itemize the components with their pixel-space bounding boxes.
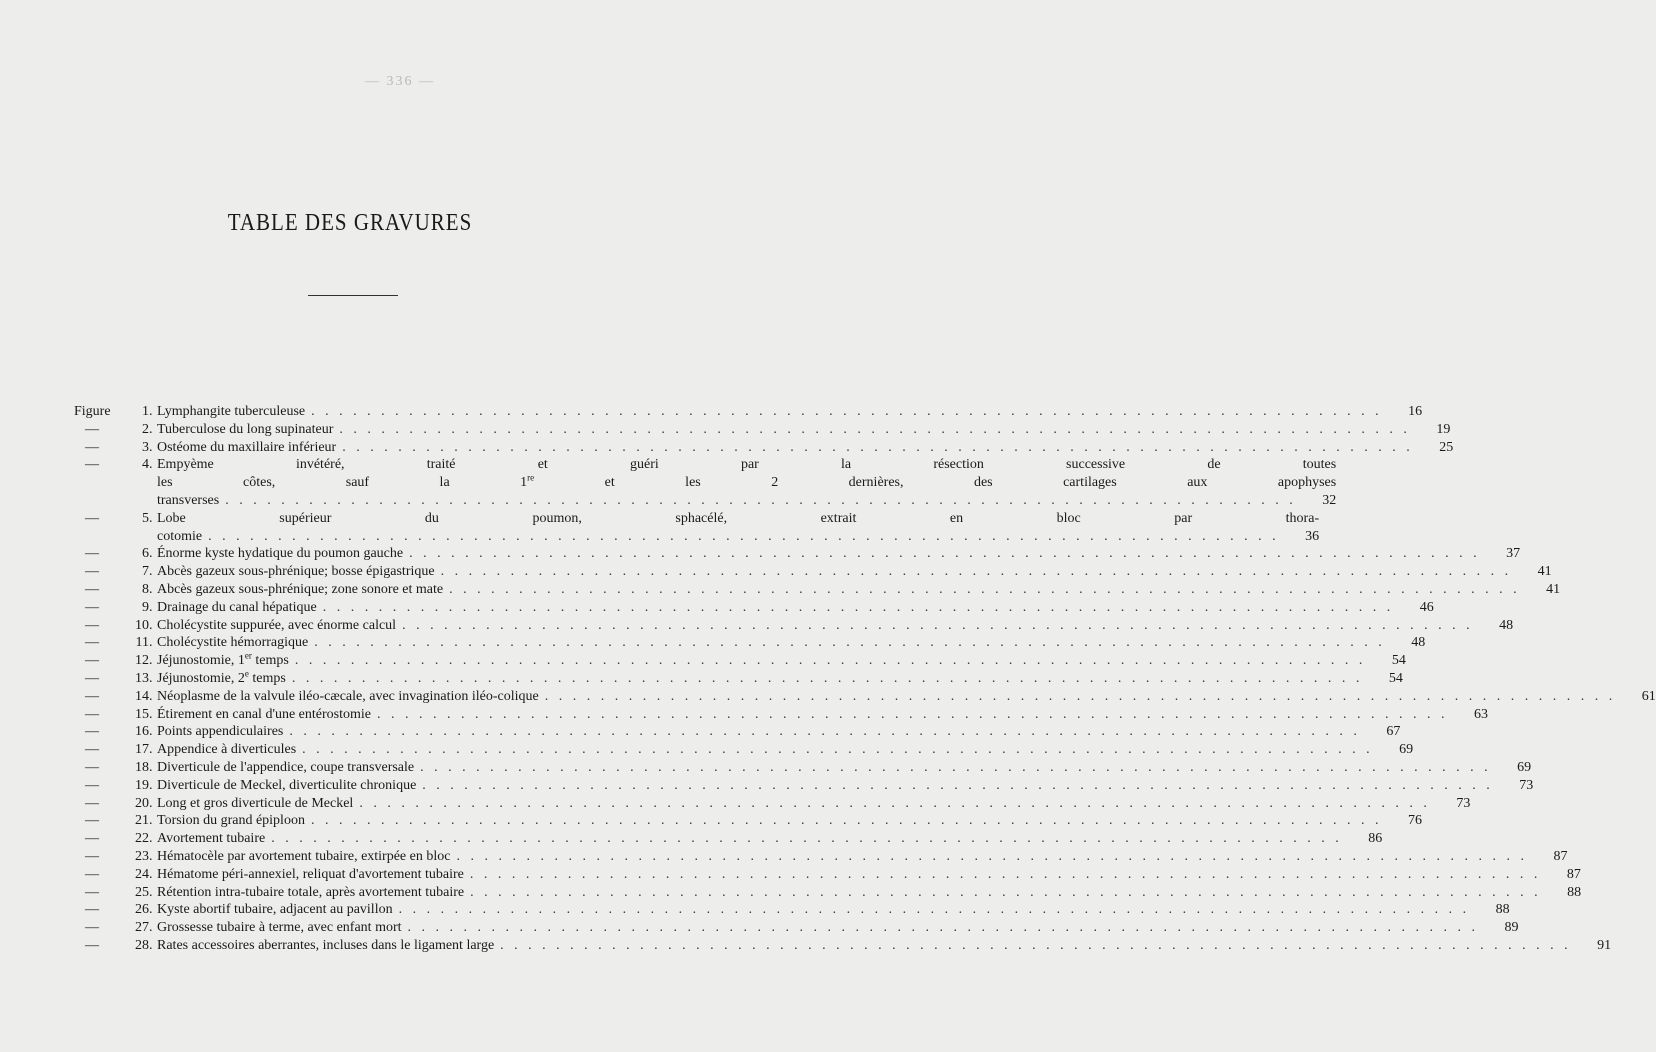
figure-caption <box>157 563 1552 581</box>
toc-entry <box>74 563 1552 581</box>
leader-dots <box>323 599 1394 617</box>
toc-entry <box>74 599 1434 617</box>
figure-label: Figure <box>74 404 111 419</box>
number-separator: . <box>149 599 153 615</box>
number-separator: . <box>149 920 153 936</box>
toc-entry <box>74 403 1423 421</box>
caption-line <box>157 723 1400 741</box>
figure-number: 12 <box>135 653 149 669</box>
number-separator: . <box>149 706 153 722</box>
figure-number: 1 <box>142 404 149 419</box>
number-separator: . <box>149 884 153 900</box>
caption-line: Lobe supérieur du poumon, sphacélé, extrait en bloc par thora- <box>157 510 1320 526</box>
leader-dots <box>302 741 1373 759</box>
figure-caption <box>157 777 1533 795</box>
page-number: 88 <box>1495 902 1510 918</box>
figure-number: 17 <box>135 742 149 758</box>
page-number: 19 <box>1436 421 1451 437</box>
caption-text: Rates accessoires aberrantes, incluses dans le ligament large <box>157 937 495 953</box>
leader-dots <box>545 688 1616 706</box>
page-number: 69 <box>1517 759 1532 775</box>
leader-dots <box>470 884 1541 902</box>
ditto-dash: — <box>85 902 99 918</box>
figure-caption <box>157 759 1531 777</box>
caption-line <box>157 848 1567 866</box>
figure-caption <box>157 456 1336 509</box>
page-number: 67 <box>1386 724 1401 740</box>
ditto-dash: — <box>85 884 99 900</box>
toc-entry <box>74 581 1561 599</box>
caption-text: Néoplasme de la valvule iléo-cæcale, avec invagination iléo-colique <box>157 688 539 704</box>
leader-dots <box>311 403 1382 421</box>
caption-line <box>157 670 1403 688</box>
leader-dots <box>402 617 1473 635</box>
caption-line <box>157 563 1552 581</box>
figure-caption <box>157 741 1413 759</box>
page-number: 87 <box>1566 866 1581 882</box>
caption-text: Avortement tubaire <box>157 831 266 847</box>
running-head: — 336 — <box>365 74 435 89</box>
toc-entry <box>74 795 1471 813</box>
figure-caption <box>157 706 1488 724</box>
caption-line <box>157 528 1319 546</box>
toc-entry <box>74 706 1488 724</box>
figure-number: 13 <box>135 670 149 686</box>
caption-text: Jéjunostomie, 1er temps <box>157 650 289 669</box>
number-separator: . <box>149 724 153 740</box>
page-number: 32 <box>1322 492 1337 508</box>
caption-text: Ostéome du maxillaire inférieur <box>157 439 337 455</box>
page-number: 87 <box>1553 848 1568 864</box>
ditto-dash: — <box>85 848 99 864</box>
caption-text: Rétention intra-tubaire totale, après avortement tubaire <box>157 884 465 900</box>
number-separator: . <box>149 635 153 651</box>
leader-dots <box>339 421 1410 439</box>
caption-line <box>157 403 1422 421</box>
ditto-dash: — <box>85 421 99 437</box>
caption-text: Appendice à diverticules <box>157 742 297 758</box>
caption-line <box>157 795 1470 813</box>
caption-text: Cholécystite suppurée, avec énorme calcul <box>157 617 397 633</box>
figure-caption <box>157 421 1450 439</box>
ditto-dash: — <box>85 688 99 704</box>
page-number: 46 <box>1419 599 1434 615</box>
page-title: TABLE DES GRAVURES <box>227 208 473 236</box>
caption-line <box>157 634 1425 652</box>
page-number: 37 <box>1506 546 1521 562</box>
caption-text: Lymphangite tuberculeuse <box>157 404 306 419</box>
caption-line <box>157 688 1656 706</box>
caption-text: Points appendiculaires <box>157 724 284 740</box>
caption-line: Empyème invétéré, traité et guéri par la résection successive de toutes <box>157 457 1337 473</box>
ditto-dash: — <box>85 937 99 953</box>
toc-entry <box>74 812 1422 830</box>
number-separator: . <box>149 457 153 473</box>
leader-dots <box>311 812 1382 830</box>
leader-dots <box>295 652 1366 670</box>
ditto-dash: — <box>85 831 99 847</box>
figure-number: 15 <box>135 706 149 722</box>
caption-line: les côtes, sauf la 1re et les 2 dernières, des cartilages aux apophyses <box>157 472 1337 491</box>
caption-line <box>157 706 1488 724</box>
ditto-dash: — <box>85 599 99 615</box>
figure-caption <box>157 403 1422 421</box>
caption-line <box>157 599 1434 617</box>
leader-dots <box>208 528 1279 546</box>
figure-number: 6 <box>142 546 149 562</box>
caption-text: cotomie <box>157 528 203 544</box>
leader-dots <box>292 670 1363 688</box>
ditto-dash: — <box>85 581 99 597</box>
ditto-dash: — <box>85 795 99 811</box>
number-separator: . <box>149 564 153 580</box>
caption-line <box>157 439 1453 457</box>
caption-line <box>157 545 1520 563</box>
leader-dots <box>441 563 1512 581</box>
figure-caption <box>157 812 1422 830</box>
caption-text: Étirement en canal d'une entérostomie <box>157 706 371 722</box>
page-number: 54 <box>1388 670 1403 686</box>
ditto-dash: — <box>85 564 99 580</box>
ditto-dash: — <box>85 546 99 562</box>
number-separator: . <box>149 510 153 526</box>
ditto-dash: — <box>85 635 99 651</box>
caption-text: Diverticule de Meckel, diverticulite chronique <box>157 777 417 793</box>
number-separator: . <box>149 617 153 633</box>
figure-number: 26 <box>135 902 149 918</box>
caption-text: Torsion du grand épiploon <box>157 813 305 829</box>
toc-entry <box>74 848 1568 866</box>
number-separator: . <box>149 937 153 953</box>
leader-dots <box>359 795 1430 813</box>
caption-text: Grossesse tubaire à terme, avec enfant mort <box>157 920 402 936</box>
figure-number: 20 <box>135 795 149 811</box>
toc-entry <box>74 439 1454 457</box>
figure-number: 25 <box>135 884 149 900</box>
page-number: 61 <box>1641 688 1656 704</box>
figure-number: 28 <box>135 937 149 953</box>
page-number: 86 <box>1368 831 1383 847</box>
page-number: 16 <box>1408 404 1423 419</box>
figure-caption <box>157 581 1560 599</box>
figure-caption <box>157 652 1406 670</box>
leader-dots <box>500 937 1571 955</box>
figure-caption <box>157 937 1611 955</box>
caption-line <box>157 759 1531 777</box>
figure-number: 21 <box>135 813 149 829</box>
ditto-dash: — <box>85 457 99 473</box>
caption-line <box>157 741 1413 759</box>
page-number: 48 <box>1411 635 1426 651</box>
figure-caption <box>157 599 1434 617</box>
leader-dots <box>408 919 1479 937</box>
figure-number: 5 <box>142 510 149 526</box>
page-number: 48 <box>1499 617 1514 633</box>
page-number: 25 <box>1439 439 1454 455</box>
toc-entry <box>74 830 1383 848</box>
figure-caption <box>157 884 1581 902</box>
ditto-dash: — <box>85 742 99 758</box>
caption-line <box>157 492 1336 510</box>
page-number: 63 <box>1474 706 1488 722</box>
number-separator: . <box>149 777 153 793</box>
table-of-figures <box>74 403 1656 955</box>
figure-number: 16 <box>135 724 149 740</box>
number-separator: . <box>149 421 153 437</box>
caption-text: Tuberculose du long supinateur <box>157 421 334 437</box>
leader-dots <box>314 634 1385 652</box>
caption-line <box>157 884 1581 902</box>
figure-caption <box>157 545 1520 563</box>
number-separator: . <box>149 759 153 775</box>
ditto-dash: — <box>85 920 99 936</box>
figure-number: 27 <box>135 920 149 936</box>
caption-text: Long et gros diverticule de Meckel <box>157 795 354 811</box>
toc-entry <box>74 668 1403 688</box>
leader-dots <box>342 439 1413 457</box>
figure-number: 14 <box>135 688 149 704</box>
leader-dots <box>449 581 1520 599</box>
page-number: 41 <box>1546 581 1561 597</box>
figure-number: 18 <box>135 759 149 775</box>
toc-entry <box>74 545 1521 563</box>
caption-text: transverses <box>157 492 220 508</box>
figure-number: 9 <box>142 599 149 615</box>
toc-entry <box>74 421 1451 439</box>
number-separator: . <box>149 866 153 882</box>
figure-number: 10 <box>135 617 149 633</box>
caption-text: Jéjunostomie, 2e temps <box>157 668 286 686</box>
toc-entry <box>74 901 1510 919</box>
ditto-dash: — <box>85 653 99 669</box>
number-separator: . <box>149 546 153 562</box>
caption-text: Cholécystite hémorragique <box>157 635 309 651</box>
page-number: 41 <box>1537 564 1552 580</box>
toc-entry <box>74 919 1519 937</box>
ditto-dash: — <box>85 759 99 775</box>
caption-line <box>157 919 1519 937</box>
number-separator: . <box>149 581 153 597</box>
caption-text: Drainage du canal hépatique <box>157 599 317 615</box>
figure-number: 11 <box>135 635 149 651</box>
page-number: 88 <box>1567 884 1582 900</box>
caption-text: Hématome péri-annexiel, reliquat d'avortement tubaire <box>157 866 464 882</box>
figure-number: 23 <box>135 848 149 864</box>
ditto-dash: — <box>85 777 99 793</box>
number-separator: . <box>149 848 153 864</box>
leader-dots <box>377 706 1448 724</box>
leader-dots <box>409 545 1480 563</box>
number-separator: . <box>149 670 153 686</box>
caption-line <box>157 830 1382 848</box>
figure-number: 8 <box>142 581 149 597</box>
figure-caption <box>157 848 1567 866</box>
number-separator: . <box>149 653 153 669</box>
caption-line <box>157 901 1510 919</box>
caption-line <box>157 812 1422 830</box>
figure-caption <box>157 723 1400 741</box>
leader-dots <box>470 866 1541 884</box>
leader-dots <box>456 848 1527 866</box>
number-separator: . <box>149 688 153 704</box>
figure-caption <box>157 634 1425 652</box>
figure-caption <box>157 830 1382 848</box>
toc-entry <box>74 777 1534 795</box>
caption-text: Abcès gazeux sous-phrénique; zone sonore et mate <box>157 581 444 597</box>
page-number: 36 <box>1305 528 1320 544</box>
figure-number: 2 <box>142 421 149 437</box>
caption-text: Kyste abortif tubaire, adjacent au pavillon <box>157 902 393 918</box>
ditto-dash: — <box>85 866 99 882</box>
toc-entry <box>74 456 1337 509</box>
caption-line <box>157 581 1560 599</box>
caption-line <box>157 652 1406 670</box>
toc-entry <box>74 884 1582 902</box>
figure-number: 22 <box>135 831 149 847</box>
figure-caption <box>157 795 1470 813</box>
leader-dots <box>399 901 1470 919</box>
leader-dots <box>289 723 1360 741</box>
toc-entry <box>74 866 1581 884</box>
figure-caption <box>157 919 1519 937</box>
leader-dots <box>420 759 1491 777</box>
number-separator: . <box>149 742 153 758</box>
caption-text: Abcès gazeux sous-phrénique; bosse épigastrique <box>157 564 435 580</box>
ditto-dash: — <box>85 617 99 633</box>
number-separator: . <box>149 831 153 847</box>
caption-line <box>157 937 1611 955</box>
page-number: 54 <box>1391 653 1406 669</box>
toc-entry <box>74 510 1320 546</box>
toc-entry <box>74 723 1401 741</box>
toc-entry <box>74 741 1414 759</box>
toc-entry <box>74 759 1532 777</box>
leader-dots <box>271 830 1342 848</box>
figure-caption <box>157 866 1581 884</box>
figure-caption <box>157 688 1656 706</box>
caption-text: Hématocèle par avortement tubaire, extirpée en bloc <box>157 848 451 864</box>
toc-entry <box>74 617 1514 635</box>
toc-entry <box>74 688 1656 706</box>
page-number: 69 <box>1399 742 1414 758</box>
leader-dots <box>225 492 1296 510</box>
figure-number: 19 <box>135 777 149 793</box>
page-number: 73 <box>1519 777 1534 793</box>
toc-entry <box>74 650 1406 670</box>
caption-line <box>157 866 1581 884</box>
caption-line <box>157 617 1513 635</box>
figure-number: 24 <box>135 866 149 882</box>
number-separator: . <box>149 439 153 455</box>
caption-line <box>157 421 1450 439</box>
title-rule <box>308 295 398 296</box>
figure-caption <box>157 439 1453 457</box>
page-number: 91 <box>1597 937 1612 953</box>
number-separator: . <box>149 404 153 419</box>
caption-text: Diverticule de l'appendice, coupe transversale <box>157 759 415 775</box>
ditto-dash: — <box>85 813 99 829</box>
page-number: 76 <box>1407 813 1422 829</box>
figure-number: 3 <box>142 439 149 455</box>
ditto-dash: — <box>85 439 99 455</box>
figure-number: 7 <box>142 564 149 580</box>
leader-dots <box>422 777 1493 795</box>
ditto-dash: — <box>85 724 99 740</box>
figure-caption <box>157 617 1513 635</box>
number-separator: . <box>149 902 153 918</box>
ditto-dash: — <box>85 706 99 722</box>
page-number: 73 <box>1456 795 1471 811</box>
toc-entry <box>74 937 1612 955</box>
number-separator: . <box>149 813 153 829</box>
figure-number: 4 <box>142 457 149 473</box>
toc-entry <box>74 634 1426 652</box>
caption-line <box>157 777 1533 795</box>
ditto-dash: — <box>85 510 99 526</box>
page-number: 89 <box>1504 920 1519 936</box>
figure-caption <box>157 510 1319 546</box>
number-separator: . <box>149 795 153 811</box>
caption-text: Énorme kyste hydatique du poumon gauche <box>157 546 404 562</box>
ditto-dash: — <box>85 670 99 686</box>
figure-caption <box>157 670 1403 688</box>
figure-caption <box>157 901 1510 919</box>
